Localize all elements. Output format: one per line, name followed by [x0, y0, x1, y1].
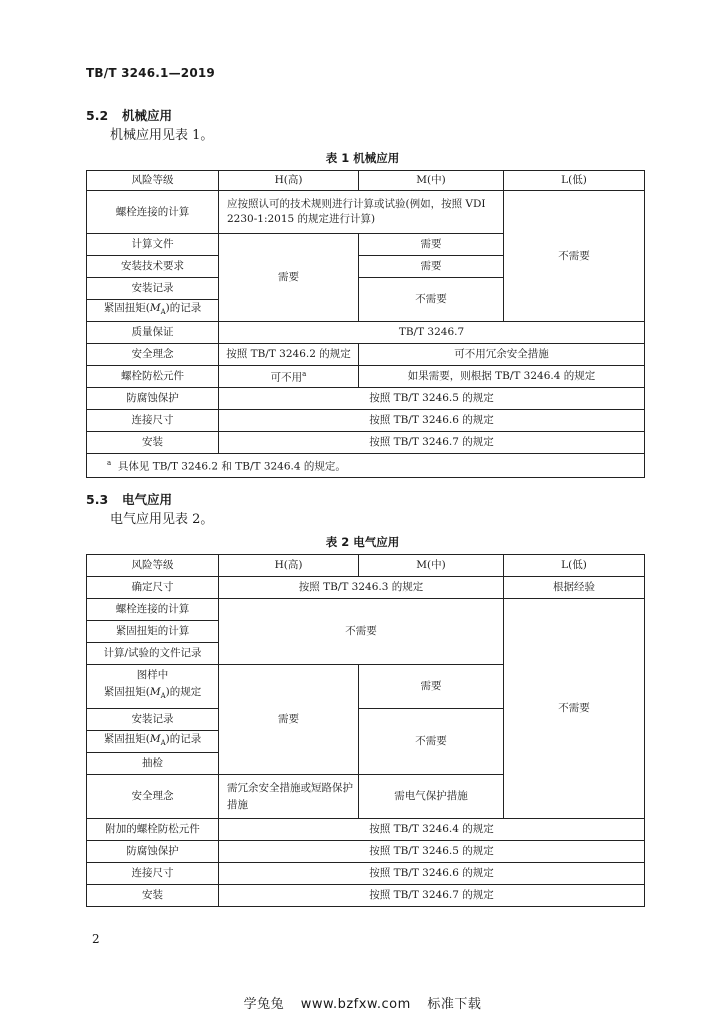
cell-low-group: 不需要 — [504, 191, 645, 322]
header-high: H(高) — [219, 171, 359, 191]
cell-value: 需要 — [359, 665, 504, 709]
row-label: 螺栓连接的计算 — [87, 191, 219, 234]
section-title: 电气应用 — [122, 492, 173, 507]
table-footnote-row — [87, 454, 645, 478]
cell-medium-group: 不需要 — [359, 709, 504, 775]
row-label: 安装记录 — [87, 278, 219, 300]
footer-watermark — [0, 993, 725, 1012]
row-label: 安装 — [87, 432, 219, 454]
header-medium: M(中) — [359, 555, 504, 577]
table-row — [87, 841, 645, 863]
footnote-text: 具体见 TB/T 3246.2 和 TB/T 3246.4 的规定。 — [117, 460, 346, 473]
section-number: 5.3 — [86, 492, 109, 507]
cell-value — [219, 366, 359, 388]
section-number: 5.2 — [86, 108, 109, 123]
cell-value: 根据经验 — [504, 577, 645, 599]
cell-text: 可不用 — [270, 371, 303, 384]
row-label: 附加的螺栓防松元件 — [87, 819, 219, 841]
table-row — [87, 322, 645, 344]
table-row — [87, 344, 645, 366]
table-row — [87, 388, 645, 410]
table-row — [87, 599, 645, 621]
row-label — [87, 300, 219, 322]
label-part: )的记录 — [165, 732, 202, 745]
table-2-caption: 表 2 电气应用 — [325, 535, 400, 549]
header-medium: M(中) — [359, 171, 504, 191]
cell-low-group: 不需要 — [504, 599, 645, 819]
row-label: 计算/试验的文件记录 — [87, 643, 219, 665]
variable: M — [149, 301, 161, 314]
row-label: 安装记录 — [87, 709, 219, 731]
table-row — [87, 577, 645, 599]
row-label — [87, 731, 219, 753]
table-row — [87, 432, 645, 454]
row-label: 计算文件 — [87, 234, 219, 256]
subscript: A — [160, 739, 166, 748]
cell-value: 需冗余安全措施或短路保护措施 — [219, 775, 359, 819]
table-row — [87, 366, 645, 388]
cell-medium-group: 不需要 — [359, 278, 504, 322]
row-label: 防腐蚀保护 — [87, 841, 219, 863]
subscript: A — [160, 308, 166, 317]
row-label: 抽检 — [87, 753, 219, 775]
label-part: 紧固扭矩( — [103, 301, 150, 314]
row-label: 紧固扭矩的计算 — [87, 621, 219, 643]
cell-value: 需要 — [359, 256, 504, 278]
label-part: 紧固扭矩( — [103, 732, 150, 745]
table-1-caption: 表 1 机械应用 — [325, 151, 400, 165]
header-high: H(高) — [219, 555, 359, 577]
table-footnote — [87, 454, 645, 478]
cell-value: 按照 TB/T 3246.5 的规定 — [219, 388, 645, 410]
row-label: 质量保证 — [87, 322, 219, 344]
cell-value: 按照 TB/T 3246.2 的规定 — [219, 344, 359, 366]
variable: M — [149, 732, 161, 745]
cell-value: 需要 — [359, 234, 504, 256]
label-part: 图样中 — [136, 669, 169, 682]
variable: M — [149, 686, 161, 699]
table-2-electrical — [86, 554, 645, 907]
section-5-3-heading — [86, 490, 172, 508]
cell-value: TB/T 3246.7 — [219, 322, 645, 344]
label-part: 紧固扭矩( — [103, 686, 150, 699]
label-part: )的记录 — [165, 301, 202, 314]
cell-value: 按照 TB/T 3246.4 的规定 — [219, 819, 645, 841]
cell-value: 按照 TB/T 3246.7 的规定 — [219, 432, 645, 454]
cell-value: 按照 TB/T 3246.7 的规定 — [219, 885, 645, 907]
footer-slogan: 标准下载 — [427, 997, 482, 1012]
cell-value: 应按照认可的技术规则进行计算或试验(例如，按照 VDI 2230-1:2015 的规定进行计算) — [219, 191, 504, 234]
cell-high-group: 需要 — [219, 234, 359, 322]
footnote-mark: a — [302, 370, 307, 379]
page-number: 2 — [92, 932, 100, 946]
cell-value: 需电气保护措施 — [359, 775, 504, 819]
section-title: 机械应用 — [122, 108, 173, 123]
table-row — [87, 819, 645, 841]
table-row — [87, 863, 645, 885]
header-risk: 风险等级 — [87, 171, 219, 191]
row-label: 连接尺寸 — [87, 863, 219, 885]
cell-value: 按照 TB/T 3246.3 的规定 — [219, 577, 504, 599]
label-part: )的规定 — [165, 686, 202, 699]
row-label: 螺栓连接的计算 — [87, 599, 219, 621]
row-label: 安装 — [87, 885, 219, 907]
row-label — [87, 665, 219, 709]
section-5-3-text: 电气应用见表 2。 — [110, 512, 214, 527]
cell-value: 按照 TB/T 3246.5 的规定 — [219, 841, 645, 863]
header-low: L(低) — [504, 171, 645, 191]
document-id: TB/T 3246.1—2019 — [86, 66, 215, 80]
footer-url[interactable]: www.bzfxw.com — [300, 997, 411, 1012]
row-label: 连接尺寸 — [87, 410, 219, 432]
table-row — [87, 191, 645, 234]
row-label: 确定尺寸 — [87, 577, 219, 599]
table-1-mechanical — [86, 170, 645, 478]
table-row — [87, 410, 645, 432]
cell-hm-group: 不需要 — [219, 599, 504, 665]
footer-site-name: 学兔兔 — [243, 997, 285, 1012]
footnote-mark: a — [107, 459, 112, 468]
cell-value: 可不用冗余安全措施 — [359, 344, 645, 366]
section-5-2-heading — [86, 106, 172, 124]
section-5-2-text: 机械应用见表 1。 — [110, 128, 214, 143]
header-low: L(低) — [504, 555, 645, 577]
table-row — [87, 885, 645, 907]
row-label: 螺栓防松元件 — [87, 366, 219, 388]
table-row — [87, 171, 645, 191]
row-label: 安全理念 — [87, 344, 219, 366]
row-label: 安装技术要求 — [87, 256, 219, 278]
cell-value: 按照 TB/T 3246.6 的规定 — [219, 410, 645, 432]
table-row — [87, 555, 645, 577]
cell-high-group: 需要 — [219, 665, 359, 775]
cell-value: 如果需要，则根据 TB/T 3246.4 的规定 — [359, 366, 645, 388]
header-risk: 风险等级 — [87, 555, 219, 577]
row-label: 防腐蚀保护 — [87, 388, 219, 410]
cell-value: 按照 TB/T 3246.6 的规定 — [219, 863, 645, 885]
row-label: 安全理念 — [87, 775, 219, 819]
subscript: A — [160, 692, 166, 701]
